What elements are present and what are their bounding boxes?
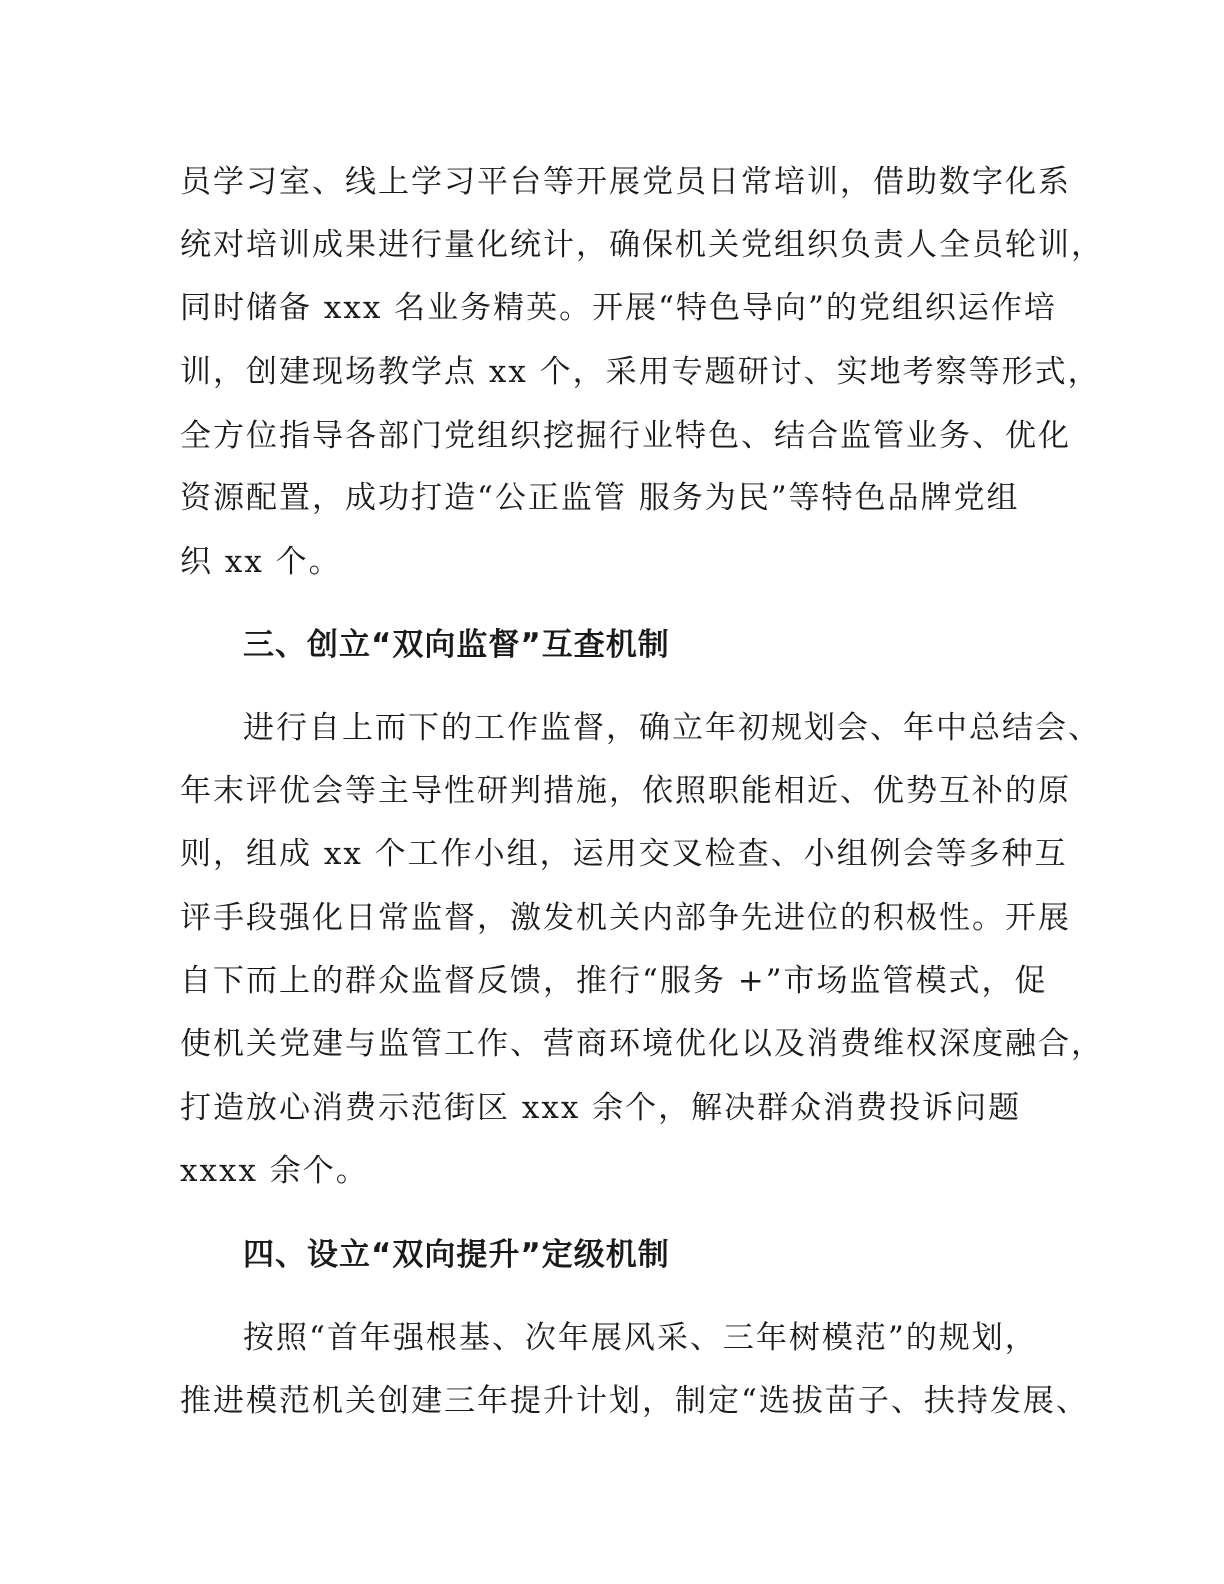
section-heading: 四、设立“双向提升”定级机制 <box>243 1237 670 1273</box>
paragraph-line: xxxx 余个。 <box>180 1153 369 1189</box>
paragraph-line: 打造放心消费示范街区 xxx 余个，解决群众消费投诉问题 <box>180 1090 1022 1126</box>
paragraph-line: 评手段强化日常监督，激发机关内部争先进位的积极性。开展 <box>180 900 1071 936</box>
paragraph-line: 进行自上而下的工作监督，确立年初规划会、年中总结会、 <box>243 710 1101 746</box>
paragraph-line: 年末评优会等主导性研判措施，依照职能相近、优势互补的原 <box>180 773 1071 809</box>
paragraph-line: 推进模范机关创建三年提升计划，制定“选拔苗子、扶持发展、 <box>180 1383 1089 1419</box>
paragraph-line: 自下而上的群众监督反馈，推行“服务 +”市场监管模式，促 <box>180 963 1048 999</box>
paragraph-line: 同时储备 xxx 名业务精英。开展“特色导向”的党组织运作培 <box>180 290 1057 326</box>
paragraph-line: 全方位指导各部门党组织挖掘行业特色、结合监管业务、优化 <box>180 418 1071 454</box>
paragraph-line: 统对培训成果进行量化统计，确保机关党组织负责人全员轮训， <box>180 227 1104 263</box>
paragraph-line: 使机关党建与监管工作、营商环境优化以及消费维权深度融合， <box>180 1026 1104 1062</box>
paragraph-line: 员学习室、线上学习平台等开展党员日常培训，借助数字化系 <box>180 164 1071 200</box>
section-heading: 三、创立“双向监督”互查机制 <box>243 627 670 663</box>
paragraph-line: 训，创建现场教学点 xx 个，采用专题研讨、实地考察等形式， <box>180 354 1101 390</box>
paragraph-line: 织 xx 个。 <box>180 544 342 580</box>
paragraph-line: 按照“首年强根基、次年展风采、三年树模范”的规划， <box>243 1320 1038 1356</box>
paragraph-line: 资源配置，成功打造“公正监管 服务为民”等特色品牌党组 <box>180 480 1020 516</box>
paragraph-line: 则，组成 xx 个工作小组，运用交叉检查、小组例会等多种互 <box>180 836 1068 872</box>
